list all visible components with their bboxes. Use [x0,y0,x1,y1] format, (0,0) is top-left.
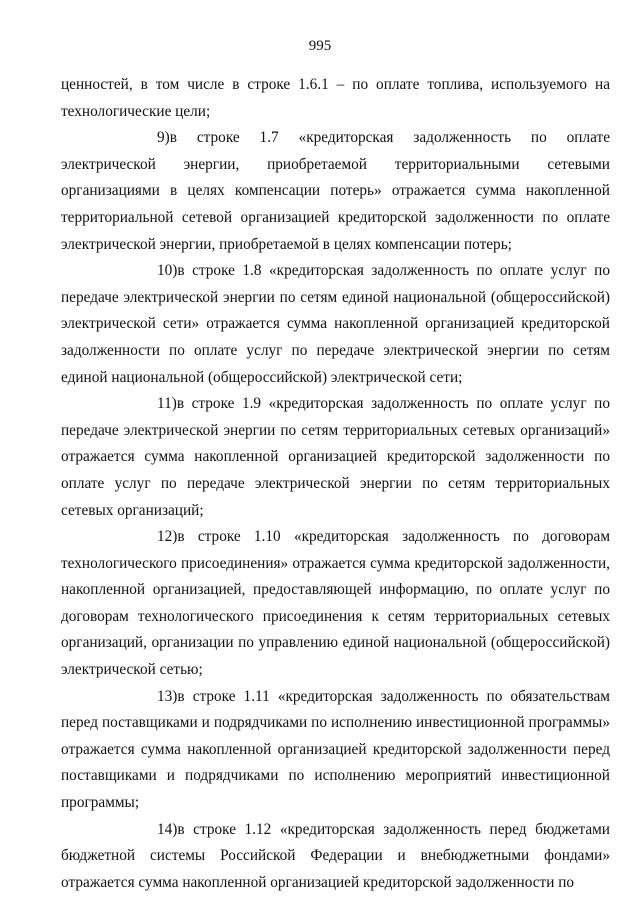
paragraph-item-10 [61,258,610,391]
paragraph-text: в строке 1.9 «кредиторская задолженность по оплате услуг по передаче электрической энергии по сетям территориальных сетевых организаций» отражается сумма накопленной организацией кредиторской задолженности по оплате услуг по передаче электрической энергии по сетям территориальных сетевых организаций; [61,395,610,519]
item-number: 11) [157,395,177,413]
paragraph-text: в строке 1.8 «кредиторская задолженность по оплате услуг по передаче электрической энергии по сетям единой национальной (общероссийской) электрической сети» отражается сумма накопленной организацией кредиторской задолженности по оплате услуг по передаче электрической энергии по сетям единой национальной (общероссийской) электрической сети; [61,262,610,386]
paragraph-text: ценностей, в том числе в строке 1.6.1 – по оплате топлива, используемого на технологические цели; [61,76,610,120]
document-body [61,72,610,896]
paragraph-item-9 [61,125,610,258]
item-number: 13) [157,687,178,705]
item-number: 12) [157,528,178,546]
paragraph-continuation [61,72,610,125]
paragraph-text: в строке 1.11 «кредиторская задолженность по обязательствам перед поставщиками и подрядчиками по исполнению инвестиционной программы» отражается сумма накопленной организацией кредиторской задолженности перед поставщиками и подрядчиками по исполнению мероприятий инвестиционной программы; [61,687,610,812]
paragraph-item-14 [61,817,610,897]
paragraph-item-11 [61,391,610,524]
paragraph-item-13 [61,684,610,817]
paragraph-text: в строке 1.12 «кредиторская задолженность перед бюджетами бюджетной системы Российской Федерации и внебюджетными фондами» отражается сумма накопленной организацией кредиторской задолженности по [61,820,610,891]
paragraph-text: в строке 1.10 «кредиторская задолженность по договорам технологического присоединения» отражается сумма кредиторской задолженности, накопленной организацией, предоставляющей информацию, по оплате услуг по договорам технологического присоединения к сетям территориальных сетевых организаций, организации по управлению единой национальной (общероссийской) электрической сетью; [61,528,610,679]
item-number: 10) [157,262,178,280]
item-number: 14) [157,820,178,838]
item-number: 9) [157,129,170,147]
paragraph-text: в строке 1.7 «кредиторская задолженность по оплате электрической энергии, приобретаемой территориальными сетевыми организациями в целях компенсации потерь» отражается сумма накопленной территориальной сетевой организацией кредиторской задолженности по оплате электрической энергии, приобретаемой в целях компенсации потерь; [61,129,610,253]
page-number: 995 [308,38,332,54]
paragraph-item-12 [61,524,610,684]
